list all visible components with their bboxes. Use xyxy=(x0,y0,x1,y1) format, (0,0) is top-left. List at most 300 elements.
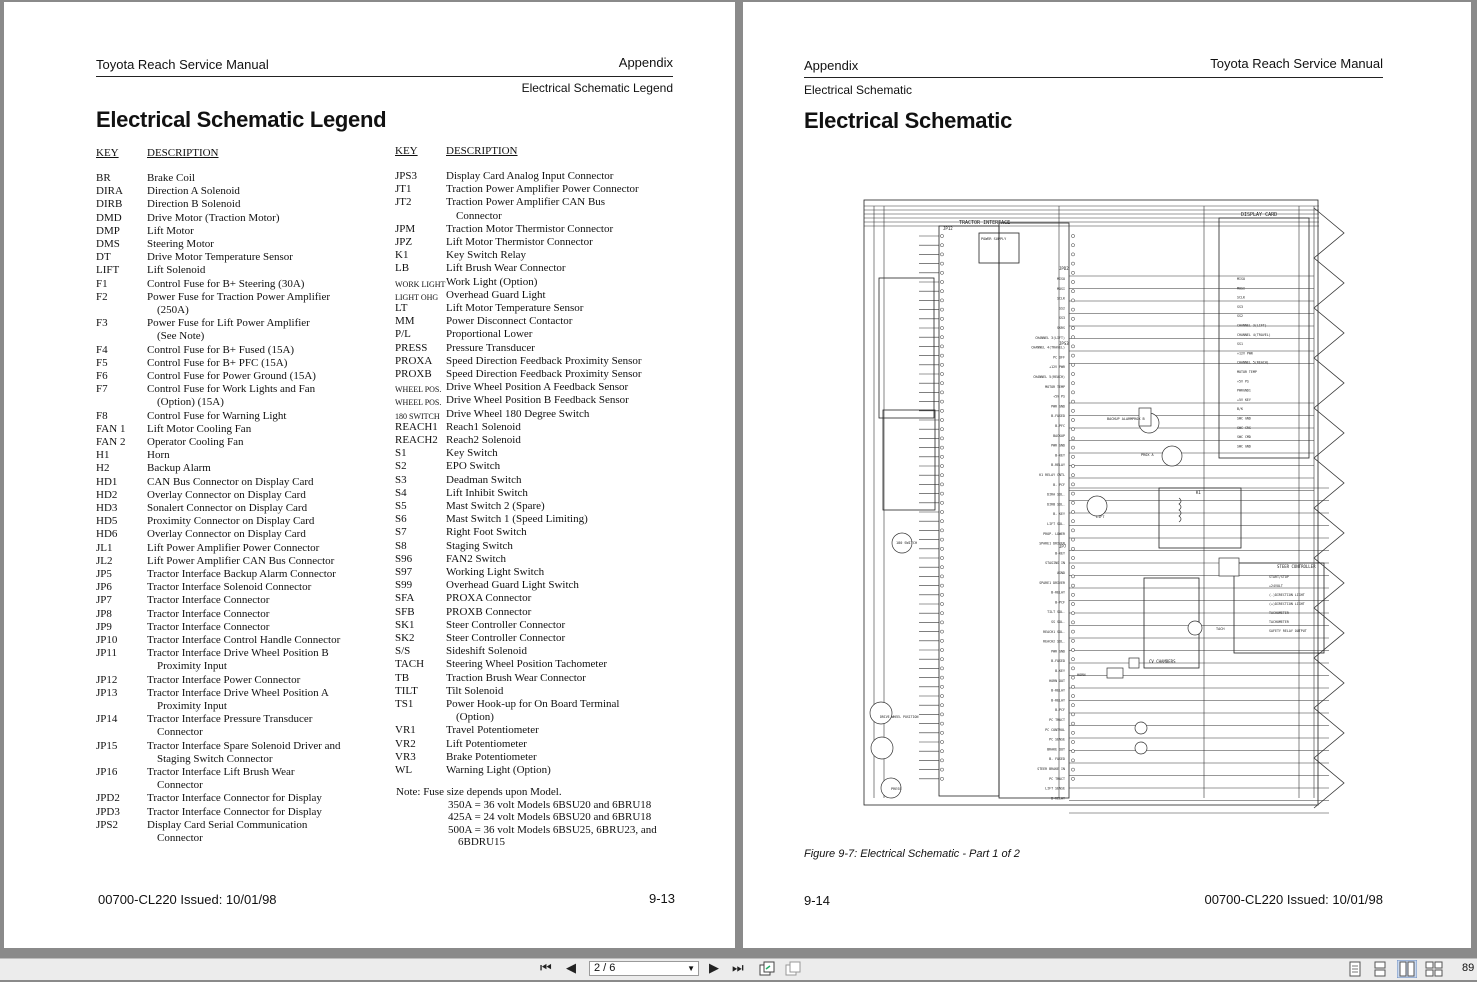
note-line: 6BDRU15 xyxy=(458,836,506,849)
legend-description: Staging Switch xyxy=(446,539,513,552)
signal-label: SS SOL. xyxy=(1051,620,1065,624)
pin xyxy=(940,612,943,615)
signal-label: B/K xyxy=(1237,407,1243,412)
legend-description: Drive Motor Temperature Sensor xyxy=(147,251,293,264)
pin xyxy=(1071,538,1074,541)
continuous-facing-view-icon[interactable] xyxy=(1425,961,1443,981)
pin xyxy=(1071,713,1074,716)
pin xyxy=(940,768,943,771)
legend-key: S/S xyxy=(395,645,411,658)
legend-description: Operator Cooling Fan xyxy=(147,436,244,448)
legend-key: F1 xyxy=(96,277,108,290)
legend-key: JP11 xyxy=(96,647,117,660)
legend-key: WL xyxy=(395,764,413,776)
pin xyxy=(1071,354,1074,357)
legend-description: Deadman Switch xyxy=(446,473,522,486)
label-jp7: JP7 xyxy=(1059,544,1067,549)
pin xyxy=(1071,308,1074,311)
pin xyxy=(940,630,943,633)
pin xyxy=(1071,492,1074,495)
legend-key: JP8 xyxy=(96,607,112,620)
legend-key: JPD2 xyxy=(96,792,120,805)
legend-key: S2 xyxy=(395,460,407,473)
signal-label: SPARE1 DRIVER xyxy=(1039,541,1065,546)
legend-description: Right Foot Switch xyxy=(446,526,527,539)
last-page-button[interactable]: ⏭ xyxy=(732,961,744,976)
signal-label: +5V PS xyxy=(1053,394,1065,399)
label-prox-a: PROX A xyxy=(1141,453,1154,457)
label-jps3: JPS3 xyxy=(1059,341,1069,346)
legend-description: Staging Switch Connector xyxy=(157,752,273,765)
legend-description: Control Fuse for B+ PFC (15A) xyxy=(147,356,288,369)
legend-description: Lift Motor xyxy=(147,224,194,237)
legend-key: S1 xyxy=(395,447,407,460)
pin xyxy=(940,501,943,504)
viewer-toolbar xyxy=(0,958,1477,980)
device-symbol xyxy=(1188,621,1202,635)
header-section: Appendix xyxy=(804,58,859,73)
signal-label: CHANNEL 5(REACH) xyxy=(1237,360,1269,365)
legend-key: TS1 xyxy=(395,698,414,710)
header-subsection: Electrical Schematic xyxy=(804,83,913,97)
pin xyxy=(940,326,943,329)
signal-label: STEER BRAKE IN xyxy=(1037,767,1065,771)
pin xyxy=(1071,299,1074,302)
label-display-card: DISPLAY CARD xyxy=(1241,212,1278,218)
next-page-button[interactable]: ▶ xyxy=(709,961,719,976)
pin xyxy=(1071,372,1074,375)
pin xyxy=(1071,630,1074,633)
signal-label: SS1 xyxy=(1237,342,1243,347)
pin xyxy=(1071,759,1074,762)
pin xyxy=(940,290,943,293)
note-line: 350A = 36 volt Models 6BSU20 and 6BRU18 xyxy=(448,798,652,811)
legend-key: LIFT xyxy=(96,264,120,277)
relay-coil xyxy=(1179,498,1181,522)
pin xyxy=(1071,566,1074,569)
signal-label: BRAKE OUT xyxy=(1047,747,1065,752)
signal-label: SS2 xyxy=(1059,306,1065,311)
signal-label: K1 RELAY CNTL xyxy=(1039,473,1065,477)
pin xyxy=(1071,428,1074,431)
legend-key: K1 xyxy=(395,249,409,262)
pin xyxy=(1071,602,1074,605)
label-tractor-interface: TRACTOR INTERFACE xyxy=(959,220,1011,226)
legend-key: JT2 xyxy=(395,196,412,209)
left-page xyxy=(4,2,735,948)
legend-key: S4 xyxy=(395,486,407,499)
pin xyxy=(1071,262,1074,265)
legend-description: Connector xyxy=(456,209,502,222)
pin xyxy=(1071,584,1074,587)
signal-label: PC TRACT xyxy=(1049,718,1065,722)
legend-description: (250A) xyxy=(157,303,189,316)
legend-description: Lift Brush Wear Connector xyxy=(446,262,566,275)
pin xyxy=(940,685,943,688)
signal-label: MOTOR TEMP xyxy=(1045,384,1065,389)
pin xyxy=(940,547,943,550)
legend-description: Steering Wheel Position Tachometer xyxy=(446,658,608,671)
header-rule xyxy=(804,77,1383,78)
label-tach: TACH xyxy=(1216,627,1225,631)
legend-key: H2 xyxy=(96,462,110,475)
legend-description: Backup Alarm xyxy=(147,462,211,475)
continuous-view-icon[interactable] xyxy=(1373,961,1387,981)
legend-key: DIRA xyxy=(96,185,123,198)
legend-key: HD3 xyxy=(96,502,118,514)
signal-label: STAGING IN xyxy=(1045,561,1065,566)
copy-view-icon[interactable] xyxy=(784,961,802,981)
pin xyxy=(940,253,943,256)
pin xyxy=(1071,280,1074,283)
signal-label: +12V PWR xyxy=(1049,365,1065,370)
legend-description: Power Disconnect Contactor xyxy=(446,315,573,328)
pin xyxy=(1071,363,1074,366)
signal-label: SCLK xyxy=(1237,295,1245,300)
pin xyxy=(1071,777,1074,780)
legend-key: WORK LIGHT xyxy=(395,279,446,289)
legend-key: JPS3 xyxy=(395,170,418,182)
signal-label: CHANNEL 3(LIFT) xyxy=(1035,335,1065,340)
legend-description: Control Fuse for B+ Fused (15A) xyxy=(147,343,295,356)
legend-description: Tractor Interface Power Connector xyxy=(147,673,301,686)
legend-key: JP7 xyxy=(96,594,112,607)
legend-description: Power Hook-up for On Board Terminal xyxy=(446,698,620,710)
legend-key: F7 xyxy=(96,383,108,396)
legend-description: Mast Switch 2 (Spare) xyxy=(446,500,545,512)
signal-label: +24VOLT xyxy=(1269,584,1283,588)
pin xyxy=(1071,382,1074,385)
pin xyxy=(940,566,943,569)
legend-key: DMS xyxy=(96,238,120,250)
legend-key: F6 xyxy=(96,370,108,382)
legend-description: Connector xyxy=(157,726,203,739)
pin xyxy=(940,759,943,762)
legend-key: JPZ xyxy=(395,236,413,248)
pin xyxy=(1071,639,1074,642)
legend-key: S96 xyxy=(395,552,413,565)
legend-description: (Option) xyxy=(456,711,494,724)
legend-key: PROXA xyxy=(395,354,433,367)
legend-description: CAN Bus Connector on Display Card xyxy=(147,475,314,488)
legend-key: F4 xyxy=(96,343,108,356)
pin xyxy=(940,299,943,302)
header-subsection: Electrical Schematic Legend xyxy=(521,81,673,95)
legend-description: Tractor Interface Pressure Transducer xyxy=(147,713,313,726)
pin xyxy=(1071,409,1074,412)
zoom-level[interactable]: 89 xyxy=(1462,962,1475,974)
legend-description: Connector xyxy=(157,779,203,792)
pin xyxy=(1071,575,1074,578)
signal-label: B-KEY xyxy=(1055,551,1065,556)
label-cv-chambers: CV CHAMBERS xyxy=(1149,659,1176,664)
legend-description: Traction Power Amplifier CAN Bus xyxy=(446,196,606,209)
legend-key: F5 xyxy=(96,356,108,369)
label-horn: HORN xyxy=(1077,673,1086,677)
connector-edge xyxy=(1314,208,1344,808)
legend-description: Tractor Interface Connector xyxy=(147,620,270,633)
pin xyxy=(1071,694,1074,697)
signal-label: HORN OUT xyxy=(1049,678,1065,683)
legend-description: (Option) (15A) xyxy=(157,396,224,409)
legend-description: EPO Switch xyxy=(446,460,501,473)
legend-key: PRESS xyxy=(395,341,428,354)
legend-description: Tractor Interface Control Handle Connector xyxy=(147,634,341,646)
legend-key: JT1 xyxy=(395,183,412,196)
header-rule xyxy=(96,76,673,77)
legend-key: F3 xyxy=(96,317,108,330)
pin xyxy=(940,520,943,523)
legend-description: Lift Motor Temperature Sensor xyxy=(446,302,584,314)
legend-key: WHEEL POS. xyxy=(395,385,442,395)
pin xyxy=(940,428,943,431)
legend-description: Proportional Lower xyxy=(446,328,533,341)
pin xyxy=(1071,446,1074,449)
device-symbol xyxy=(1219,558,1239,576)
legend-description: Direction B Solenoid xyxy=(147,198,241,211)
pin xyxy=(940,271,943,274)
label-steer-controller: STEER CONTROLLER xyxy=(1277,564,1316,569)
pin xyxy=(1071,685,1074,688)
signal-label: B-RELAY xyxy=(1051,688,1065,693)
legend-key: JL2 xyxy=(96,554,113,567)
right-page xyxy=(743,2,1471,948)
pin xyxy=(940,363,943,366)
signal-label: SCLK xyxy=(1057,296,1065,301)
pin xyxy=(940,529,943,532)
legend-key: VR1 xyxy=(395,724,416,737)
pin xyxy=(940,483,943,486)
signal-label: CHANNEL 4(TRAVEL) xyxy=(1237,332,1271,337)
first-page-button[interactable]: ⏮ xyxy=(540,961,552,976)
rotate-view-icon[interactable] xyxy=(758,961,776,981)
label-k1: K1 xyxy=(1196,490,1201,495)
col-key-header-left: KEY xyxy=(96,147,119,159)
footer-page-number: 9-13 xyxy=(648,891,675,906)
legend-description: Overlay Connector on Display Card xyxy=(147,488,306,501)
pin xyxy=(940,648,943,651)
page-number-select[interactable] xyxy=(589,961,699,976)
signal-label: TILT SOL. xyxy=(1047,610,1065,615)
legend-description: Tractor Interface Connector xyxy=(147,607,270,620)
legend-description: Drive Motor (Traction Motor) xyxy=(147,211,280,224)
legend-description: Pressure Transducer xyxy=(446,341,535,354)
legend-description: Tractor Interface Drive Wheel Position B xyxy=(147,647,329,660)
legend-key: PROXB xyxy=(395,368,432,380)
signal-label: +5V PS xyxy=(1237,379,1249,384)
page-title: Electrical Schematic Legend xyxy=(96,107,387,132)
pin xyxy=(940,750,943,753)
col-desc-header-right: DESCRIPTION xyxy=(446,145,518,157)
pin xyxy=(940,667,943,670)
legend-key: JP5 xyxy=(96,568,112,580)
pin xyxy=(940,510,943,513)
pin xyxy=(940,400,943,403)
previous-page-button[interactable]: ◀ xyxy=(566,961,576,976)
legend-description: Lift Inhibit Switch xyxy=(446,486,528,499)
legend-description: Lift Motor Thermistor Connector xyxy=(446,236,593,248)
legend-key: TB xyxy=(395,671,410,684)
signal-label: MISO xyxy=(1237,277,1245,281)
legend-key: BR xyxy=(96,172,111,184)
legend-description: Work Light (Option) xyxy=(446,275,538,288)
legend-description: Key Switch xyxy=(446,447,498,460)
signal-label: REACH2 SOL. xyxy=(1043,639,1065,644)
pin xyxy=(940,345,943,348)
pin xyxy=(940,382,943,385)
pin xyxy=(1071,648,1074,651)
signal-label: PWRGND1 xyxy=(1237,388,1251,393)
legend-key: JP14 xyxy=(96,713,118,726)
legend-description: Warning Light (Option) xyxy=(446,764,551,776)
device-symbol xyxy=(1087,496,1107,516)
signal-label: START/STOP xyxy=(1269,575,1289,579)
legend-description: Control Fuse for B+ Steering (30A) xyxy=(147,277,305,290)
device-symbol xyxy=(1129,658,1139,668)
legend-key: 180 SWITCH xyxy=(395,411,440,421)
signal-label: B-PCF xyxy=(1055,600,1065,605)
legend-key: F2 xyxy=(96,290,108,303)
pin xyxy=(1071,244,1074,247)
pin xyxy=(1071,750,1074,753)
pin xyxy=(1071,501,1074,504)
signal-label: MOTOR TEMP xyxy=(1237,370,1257,374)
legend-description: Tractor Interface Backup Alarm Connector xyxy=(147,568,336,580)
signal-label: B-KEY xyxy=(1055,453,1065,458)
col-key-header-right: KEY xyxy=(395,145,418,157)
signal-label: SAFETY RELAY OUTPUT xyxy=(1269,629,1307,633)
pin xyxy=(1071,418,1074,421)
pin xyxy=(1071,704,1074,707)
signal-label: PC CONTROL xyxy=(1045,727,1065,732)
device-symbol xyxy=(871,737,893,759)
legend-key: HD1 xyxy=(96,475,118,488)
header-section: Appendix xyxy=(618,55,673,70)
header-manual-title: Toyota Reach Service Manual xyxy=(96,57,269,72)
electrical-schematic-diagram xyxy=(859,178,1345,818)
signal-label: MOSI xyxy=(1237,286,1245,291)
legend-key: S99 xyxy=(395,579,413,592)
legend-key: VR3 xyxy=(395,750,416,763)
device-symbol xyxy=(1135,722,1147,734)
pin xyxy=(940,676,943,679)
legend-description: PROXA Connector xyxy=(446,592,532,605)
pin xyxy=(940,437,943,440)
pin xyxy=(1071,234,1074,237)
legend-key: JP13 xyxy=(96,686,118,699)
label-jp12: JP12 xyxy=(943,226,953,231)
pin xyxy=(940,409,943,412)
pin xyxy=(940,722,943,725)
signal-label: REACH1 SOL. xyxy=(1043,629,1065,634)
signal-label: B-RELAY xyxy=(1051,463,1065,468)
legend-key: JL1 xyxy=(96,541,113,554)
legend-description: Lift Solenoid xyxy=(147,264,206,277)
pin xyxy=(1071,722,1074,725)
legend-key: F8 xyxy=(96,409,108,422)
signal-label: PC TRACT xyxy=(1049,776,1065,781)
signal-label: PC SENSE xyxy=(1049,737,1065,742)
pin xyxy=(940,308,943,311)
signal-label: SS3 xyxy=(1059,316,1065,321)
device-symbol xyxy=(1162,446,1182,466)
signal-label: DIRA SOL. xyxy=(1047,492,1065,497)
legend-description: Overhead Guard Light xyxy=(446,288,546,301)
legend-description: Tractor Interface Lift Brush Wear xyxy=(147,766,295,778)
label-180-switch: 180 SWITCH xyxy=(896,541,918,545)
footer-doc-id: 00700-CL220 Issued: 10/01/98 xyxy=(98,892,277,907)
label-power-supply: POWER SUPPLY xyxy=(981,237,1007,241)
legend-description: Proximity Connector on Display Card xyxy=(147,515,315,528)
pin xyxy=(940,740,943,743)
legend-description: Tractor Interface Spare Solenoid Driver and xyxy=(147,739,341,752)
legend-key: SFB xyxy=(395,605,415,618)
signal-label: SWC CMD xyxy=(1237,435,1251,440)
pin xyxy=(940,658,943,661)
legend-description: Lift Power Amplifier Power Connector xyxy=(147,541,320,554)
signal-label: SKRS xyxy=(1057,326,1065,330)
legend-key: DMD xyxy=(96,211,122,224)
pin xyxy=(940,639,943,642)
legend-description: Tractor Interface Solenoid Connector xyxy=(147,581,312,594)
footer-doc-id: 00700-CL220 Issued: 10/01/98 xyxy=(1204,892,1383,907)
pin xyxy=(1071,731,1074,734)
pin xyxy=(1071,253,1074,256)
pin xyxy=(1071,437,1074,440)
legend-key: JP10 xyxy=(96,634,118,646)
pin xyxy=(1071,464,1074,467)
pin xyxy=(1071,676,1074,679)
signal-label: B-FUSED xyxy=(1051,414,1065,419)
legend-key: JPM xyxy=(395,222,416,235)
signal-label: B-PCF xyxy=(1055,708,1065,713)
legend-key: S6 xyxy=(395,513,407,526)
single-page-view-icon[interactable] xyxy=(1348,961,1362,981)
legend-description: Reach2 Solenoid xyxy=(446,434,521,446)
signal-label: PROP. LOWER xyxy=(1043,531,1065,536)
pin xyxy=(1071,290,1074,293)
legend-key: S7 xyxy=(395,526,407,539)
legend-key: SK2 xyxy=(395,632,415,644)
fuse-note xyxy=(396,786,657,849)
legend-key: TACH xyxy=(395,658,425,671)
legend-description: Drive Wheel Position B Feedback Sensor xyxy=(446,394,629,407)
pin xyxy=(940,372,943,375)
signal-label: CHANNEL 4(TRAVEL) xyxy=(1031,345,1065,350)
legend-key: H1 xyxy=(96,449,110,462)
legend-description: Tractor Interface Connector xyxy=(147,594,270,607)
label-prox-b: PROX B xyxy=(1132,417,1145,421)
pin xyxy=(1071,740,1074,743)
pin xyxy=(940,731,943,734)
pin xyxy=(1071,547,1074,550)
legend-key: HD6 xyxy=(96,528,118,541)
signal-label: +5V KEY xyxy=(1237,397,1251,402)
legend-description: Connector xyxy=(157,831,203,844)
legend-key: JP15 xyxy=(96,739,118,752)
legend-description: Steer Controller Connector xyxy=(446,632,566,644)
legend-key: S8 xyxy=(395,539,407,552)
legend-description: Working Light Switch xyxy=(446,566,545,578)
chevron-down-icon: ▼ xyxy=(687,964,695,973)
signal-label: PWR GND xyxy=(1051,443,1065,448)
legend-description: Traction Brush Wear Connector xyxy=(446,671,586,684)
pin xyxy=(1071,455,1074,458)
pin xyxy=(1071,658,1074,661)
legend-description: Drive Wheel Position A Feedback Sensor xyxy=(446,381,629,394)
legend-description: Brake Coil xyxy=(147,172,195,184)
pin xyxy=(940,492,943,495)
